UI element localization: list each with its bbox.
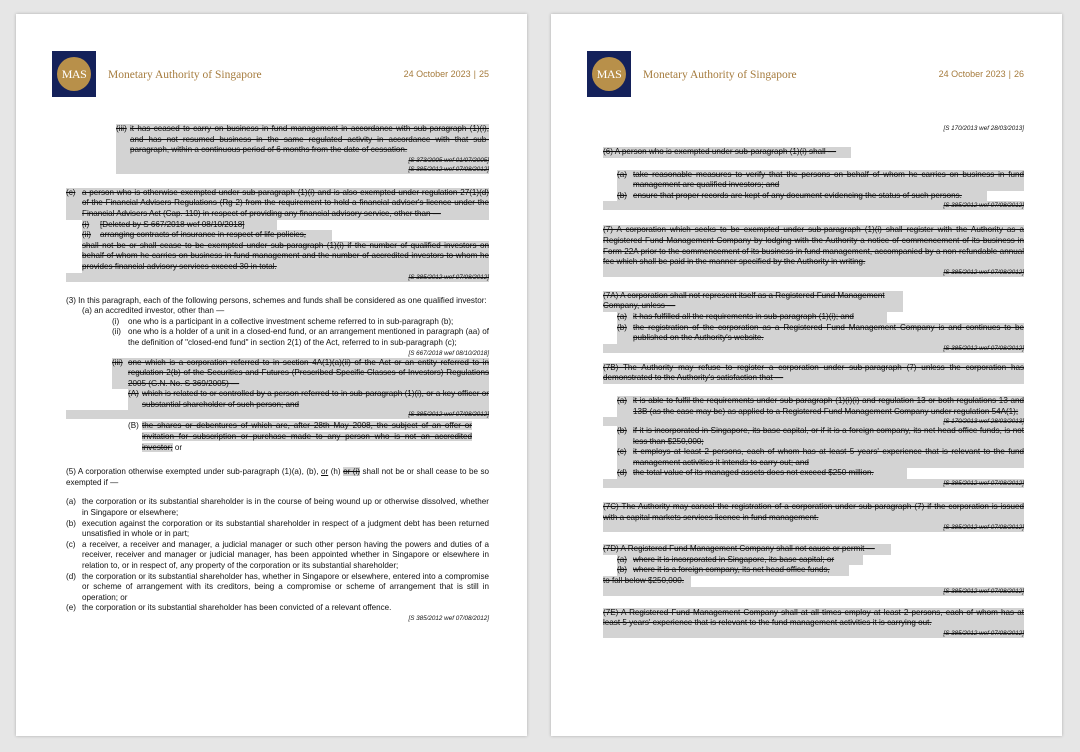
amendment-ref: [S 385/2012 wef 07/08/2012] (66, 273, 489, 282)
page-number: 26 (1013, 69, 1024, 79)
list-item-text: the corporation or its substantial shareholder has, whether in Singapore or elsewhere, entered into a compromise or scheme of arrangement with its creditors, being a compromise or scheme of arrangement that is still in operation; or (82, 571, 489, 602)
clause-label: (a) (617, 311, 627, 321)
page-content (66, 124, 489, 623)
amendment-ref: [S 170/2013 wef 28/03/2013] (943, 125, 1024, 132)
date-separator: | (1008, 69, 1011, 79)
paragraph-7a (603, 291, 1024, 353)
page-date (939, 69, 1024, 79)
clause-text: [Deleted by S 667/2018 wef 08/10/2018] (100, 219, 245, 229)
paragraph-7b (603, 363, 1024, 488)
clause-text: ensure that proper records are kept of any document evidencing the status of such persons. (633, 190, 962, 200)
list-item-text: the corporation or its substantial shareholder is in the course of being wound up or otherwise dissolved, whether in Singapore or elsewhere; (82, 497, 489, 518)
amendment-ref: [S 385/2012 wef 07/08/2012] (603, 479, 1024, 488)
clause-label: (a) (617, 395, 627, 405)
list-item-label: (c) (66, 539, 76, 549)
clause-text: a person who is otherwise exempted under sub-paragraph (1)(i) and is also exempted under regulation 27(1)(d) of the Financial Advisers Regulations (Rg 2) from the requirement to hold a financial adviser's licence under the Financial Advisers Act (Cap. 110) in respect of providing any financial advisory service, other than — (82, 187, 489, 218)
paragraph-3 (66, 296, 489, 454)
clause-text: take reasonable measures to verify that the persons on behalf of whom he carries on business in fund management are qualified investors; and (633, 169, 1024, 190)
clause-text: it is able to fulfil the requirements under sub-paragraph (1)(i)(i) and regulation 13 or both regulations 13 and 13B (as the case may be) as applied to a Registered Fund Management Company under regulation 54A(1); (633, 395, 1024, 416)
clause-text: it has ceased to carry on business in fund management in accordance with sub-paragraph (1)(i), and has not resumed business in the same regulated activity in accordance with that sub-paragraph, within a continuous period of 6 months from the date of cessation. (130, 124, 489, 155)
amendment-ref: [S 385/2012 wef 07/08/2012] (603, 268, 1024, 277)
clause-text: which is related to or controlled by a person referred to in sub-paragraph (1)(i), or a key officer or substantial shareholder of such person; and (142, 389, 489, 409)
amendment-ref: [S 385/2012 wef 07/08/2012] (603, 201, 1024, 210)
clause-label: (c) (617, 447, 627, 457)
clause-label: (A) (128, 389, 139, 399)
amendment-ref: [S 385/2012 wef 07/08/2012] (66, 410, 489, 419)
amendment-ref: [S 385/2012 wef 07/08/2012] (116, 165, 489, 174)
clause-text: where it is a foreign company, its net head office funds, (633, 565, 830, 575)
paragraph-7c (603, 502, 1024, 532)
clause-label: (b) (617, 426, 627, 436)
list-item-text: a receiver, a receiver and manager, a judicial manager or such other person having the powers and duties of a receiver, receiver and manager or judicial manager, has been appointed whether in Singapore or elsewhere in relation to, or in respect of, any property of the corporation or its substantial shareholder; (82, 539, 489, 570)
list-item-text: the corporation or its substantial shareholder has been convicted of a relevant offence. (82, 603, 392, 613)
clause-text: shall not be or shall cease to be exempted under sub-paragraph (1)(i) if the number of qualified investors on behalf of whom he carries on business in fund management and the number of accredited investors to whom he provides financial advisory services exceed 30 in total. (82, 240, 489, 271)
list-item (66, 603, 489, 614)
org-name: Monetary Authority of Singapore (108, 69, 262, 81)
deleted-text: or (i) (343, 467, 360, 477)
page-content (603, 124, 1024, 638)
clause-label: (a) (617, 169, 627, 179)
list-item (66, 519, 489, 540)
clause-label: (iii) (116, 124, 127, 133)
date-separator: | (473, 69, 476, 79)
paragraph-text: (7D) A Registered Fund Management Company shall not cause or permit — (603, 544, 891, 555)
sub-item-a: (a) an accredited investor, other than — (82, 306, 225, 316)
clause-text: one who is a participant in a collective investment scheme referred to in sub-paragraph (b); (128, 316, 454, 326)
clause-label: (d) (617, 468, 627, 478)
clause-label: (c) (66, 187, 76, 197)
date-text: 24 October 2023 (938, 69, 1006, 79)
clause-text: the registration of the corporation as a Registered Fund Management Company is and continues to be published on the Authority's website. (633, 322, 1024, 343)
mas-logo-text: MAS (592, 57, 626, 91)
clause-text: the shares or debentures of which are, after 28th May 2008, the subject of an offer or invitation for subscription or purchase made to any person who is not an accredited investor; (142, 421, 472, 452)
date-text: 24 October 2023 (403, 69, 471, 79)
clause-text: if it is incorporated in Singapore, its base capital, or if it is a foreign company, its net head office funds, is not less than $250,000; (633, 426, 1024, 446)
clause-text: the total value of its managed assets does not exceed $250 million. (633, 468, 874, 478)
clause-label: (ii) (112, 327, 121, 337)
amendment-ref: [S 385/2012 wef 07/08/2012] (603, 523, 1024, 532)
clause-label: (B) (128, 421, 139, 431)
clause-label: (iii) (112, 357, 123, 367)
clause-text: it employs at least 2 persons, each of whom has at least 5 years' experience that is relevant to the fund management activities it intends to carry out; and (633, 447, 1024, 467)
document-page-26 (551, 14, 1062, 736)
clause-iii (116, 124, 489, 174)
list-item-text: execution against the corporation or its substantial shareholder in respect of a judgment debt has been returned unsatisfied in whole or in part; (82, 518, 489, 539)
clause-text: it has fulfilled all the requirements in sub-paragraph (1)(i); and (633, 311, 854, 321)
amendment-ref: [S 385/2012 wef 07/08/2012] (603, 587, 1024, 596)
clause-label: (b) (617, 565, 627, 575)
page-number: 25 (478, 69, 489, 79)
clause-label: (b) (617, 190, 627, 200)
clause-label: (a) (617, 554, 627, 564)
clause-label: (i) (82, 219, 90, 229)
paragraph-text: to fall below $250,000. (603, 576, 691, 587)
list-item-label: (e) (66, 603, 76, 613)
mas-logo (587, 51, 631, 97)
list-item-label: (b) (66, 518, 76, 528)
paragraph-text: (5) A corporation otherwise exempted under sub-paragraph (1)(a), (b), (66, 467, 321, 477)
page-header (52, 51, 489, 97)
list-item (66, 497, 489, 518)
paragraph-text: (7A) A corporation shall not represent itself as a Registered Fund Management Company, unless — (603, 291, 903, 312)
paragraph-text: (7) A corporation which seeks to be exempted under sub-paragraph (1)(i) shall register with the Authority as a Registered Fund Management Company by lodging with the Authority a notice of commencement of its business in Form 22A prior to the commencement of its business in fund management, accompanied by a non-refundable annual fee which shall be paid in the manner specified by the Authority in writing. (603, 225, 1024, 267)
clause-label: (i) (112, 316, 120, 326)
amendment-ref: [S 385/2012 wef 07/08/2012] (408, 614, 489, 622)
inserted-word: or (321, 467, 329, 477)
list-item-label: (a) (66, 497, 76, 507)
paragraph-5 (66, 467, 489, 623)
mas-logo-text: MAS (57, 57, 91, 91)
paragraph-text: (3) In this paragraph, each of the following persons, schemes and funds shall be considered as one qualified investor: (66, 295, 487, 305)
paragraph-text: (h) (328, 467, 344, 477)
amendment-ref: [S 373/2005 wef 01/07/2005] (116, 156, 489, 165)
mas-logo (52, 51, 96, 97)
paragraph-6 (603, 147, 1024, 210)
clause-text: one who is a holder of a unit in a closed-end fund, or an arrangement mentioned in paragraph (aa) of the definition of "closed-end fund" in section 2(1) of the Act, referred to in sub-paragraph (c); (128, 327, 489, 347)
paragraph-text: (7E) A Registered Fund Management Company shall at all times employ at least 2 persons, each of whom has at least 5 years' experience that is relevant to the fund management activities it is carrying out. (603, 607, 1024, 628)
clause-conjunction: or (172, 442, 183, 452)
page-date (404, 69, 489, 79)
clause-text: one which is a corporation referred to in section 4A(1)(a)(ii) of the Act or an entity referred to in regulation 2(b) of the Securities and Futures (Prescribed Specific Classes of Investors) Regulations 2005 (G.N. No. S 369/2005) — (128, 357, 489, 388)
clause-text: where it is incorporated in Singapore, its base capital; or (633, 554, 835, 564)
paragraph-7 (603, 225, 1024, 276)
paragraph-text: (7C) The Authority may cancel the registration of a corporation under sub-paragraph (7) if the corporation is issued with a capital markets services licence in fund management. (603, 502, 1024, 522)
paragraph-7e (603, 608, 1024, 638)
paragraph-text: (7B) The Authority may refuse to register a corporation under sub-paragraph (7) unless the corporation has demonstrated to the Authority's satisfaction that — (603, 362, 1024, 383)
page-header (587, 51, 1024, 97)
list-item-label: (d) (66, 571, 76, 581)
amendment-ref: [S 385/2012 wef 07/08/2012] (603, 629, 1024, 638)
list-item (66, 572, 489, 604)
paragraph-7d (603, 544, 1024, 595)
amendment-ref: [S 385/2012 wef 07/08/2012] (603, 344, 1024, 353)
clause-c (66, 188, 489, 282)
clause-text: arranging contracts of insurance in respect of life policies, (100, 230, 307, 240)
paragraph-text: (6) A person who is exempted under sub-paragraph (1)(i) shall — (603, 147, 851, 158)
clause-label: (ii) (82, 230, 91, 240)
document-page-25 (16, 14, 527, 736)
paragraph-text: shall not be or shall cease to be so exempted if — (66, 467, 489, 487)
list-item (66, 540, 489, 572)
paragraph-5-list (66, 497, 489, 614)
clause-label: (b) (617, 322, 627, 332)
amendment-ref: [S 667/2018 wef 08/10/2018] (408, 349, 489, 357)
org-name: Monetary Authority of Singapore (643, 69, 797, 81)
amendment-ref: [S 170/2013 wef 28/03/2013] (603, 417, 1024, 426)
